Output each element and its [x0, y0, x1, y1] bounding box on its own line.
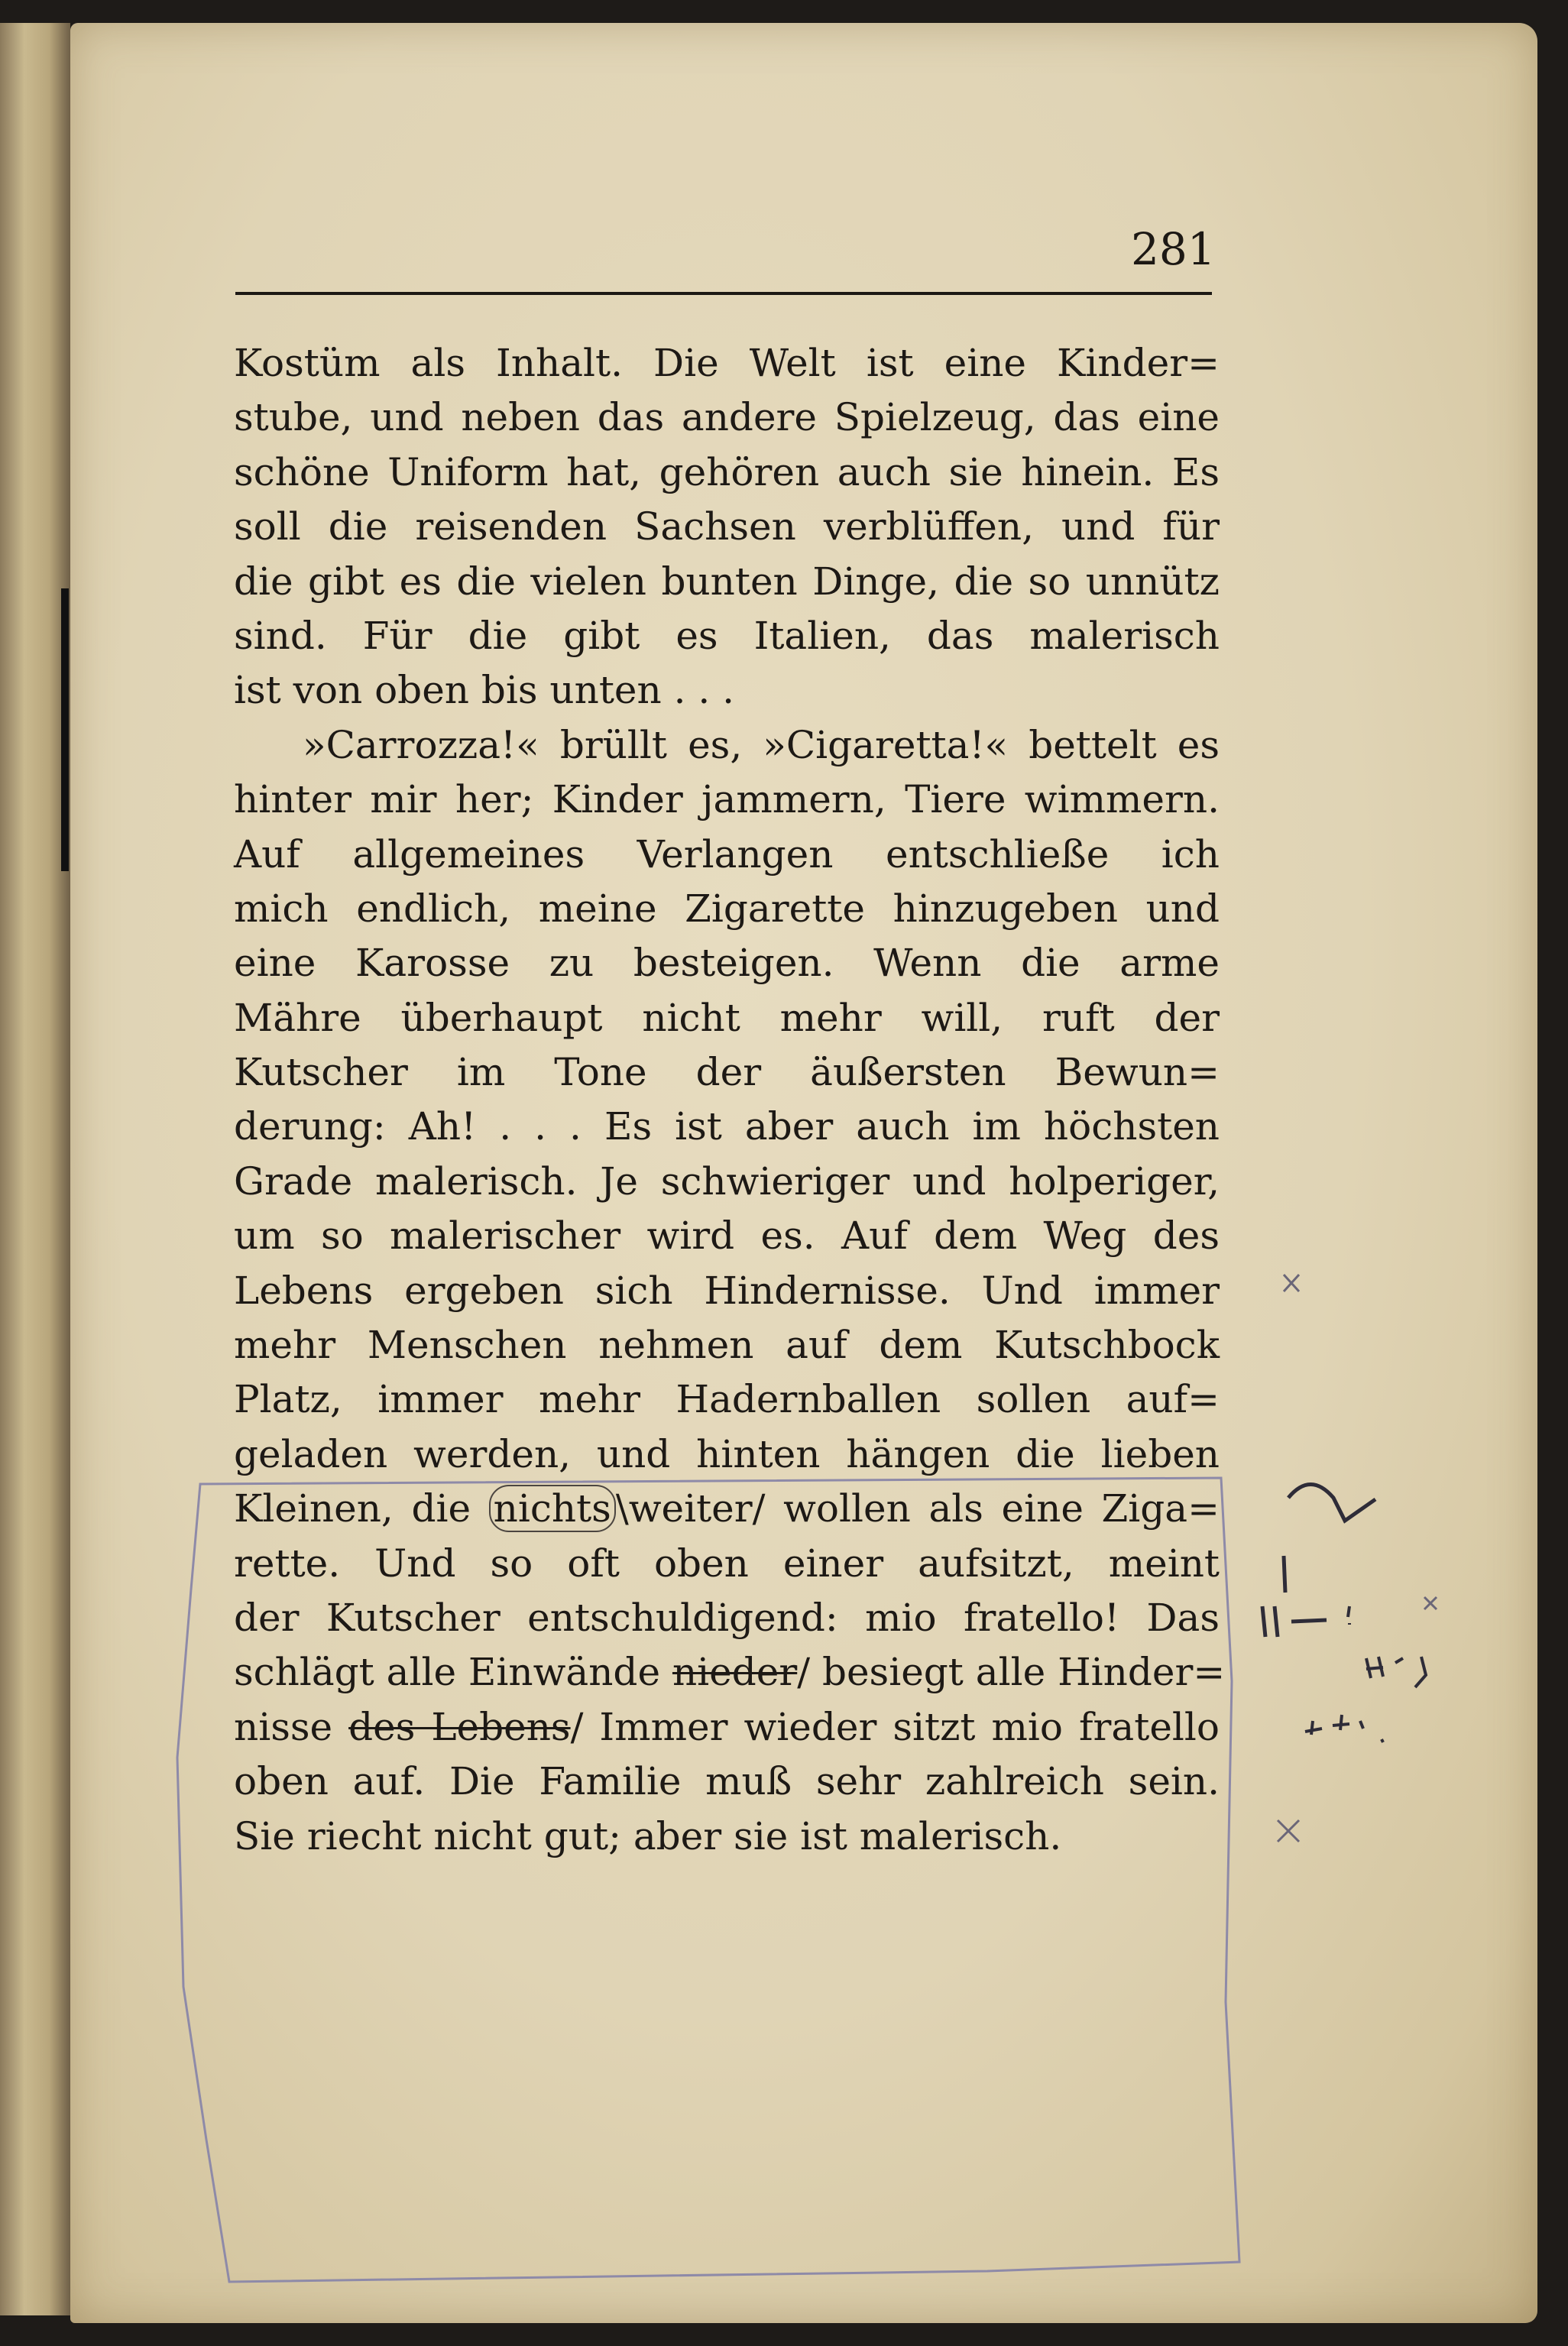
- text-line: ist von oben bis unten . . .: [234, 668, 735, 713]
- line-segment: nisse: [234, 1704, 349, 1749]
- line-segment: weiter: [628, 1486, 753, 1531]
- text-line-annotated: [234, 1700, 1220, 1755]
- text-line-annotated: [234, 1645, 1226, 1700]
- text-line: eine Karosse zu besteigen. Wenn die arme: [234, 941, 1220, 986]
- text-line: sind. Für die gibt es Italien, das malerisch: [234, 613, 1220, 658]
- text-line: Grade malerisch. Je schwieriger und holperiger,: [234, 1158, 1220, 1204]
- left-page-edge: [0, 23, 70, 2315]
- text-line: Kutscher im Tone der äußersten Bewun=: [234, 1050, 1220, 1095]
- text-line: derung: Ah! . . . Es ist aber auch im höchsten: [234, 1104, 1220, 1149]
- text-line: soll die reisenden Sachsen verblüffen, und für: [234, 504, 1220, 549]
- page-text: [234, 336, 1226, 1864]
- text-line: hinter mir her; Kinder jammern, Tiere wimmern.: [234, 777, 1220, 822]
- text-line: Auf allgemeines Verlangen entschließe ich: [234, 831, 1220, 877]
- line-segment: schlägt alle Einwände: [234, 1650, 672, 1695]
- line-segment: / wollen als eine Ziga=: [752, 1486, 1220, 1531]
- text-line: die gibt es die vielen bunten Dinge, die so unnütz: [234, 559, 1220, 604]
- text-line: »Carrozza!« brüllt es, »Cigaretta!« bettelt es: [303, 722, 1220, 767]
- text-line: schöne Uniform hat, gehören auch sie hinein. Es: [234, 449, 1220, 494]
- text-line: stube, und neben das andere Spielzeug, das eine: [234, 395, 1220, 440]
- text-line: um so malerischer wird es. Auf dem Weg des: [234, 1214, 1220, 1259]
- text-line: der Kutscher entschuldigend: mio fratello! Das: [234, 1595, 1220, 1640]
- line-segment: / Immer wieder sitzt mio fratello: [570, 1704, 1220, 1749]
- page-number: 281: [1131, 223, 1216, 275]
- struck-word: nieder: [672, 1650, 798, 1695]
- text-line: mich endlich, meine Zigarette hinzugeben und: [234, 886, 1220, 931]
- text-line: mehr Menschen nehmen auf dem Kutschbock: [234, 1323, 1220, 1368]
- text-line: Platz, immer mehr Hadernballen sollen auf=: [234, 1377, 1220, 1422]
- circled-word: nichts: [489, 1485, 616, 1532]
- text-line: Sie riecht nicht gut; aber sie ist malerisch.: [234, 1813, 1062, 1858]
- text-line: Kostüm als Inhalt. Die Welt ist eine Kinder=: [234, 341, 1220, 385]
- bookmark-ribbon: [61, 588, 69, 871]
- line-segment: \: [615, 1486, 629, 1531]
- struck-word: des Lebens: [348, 1704, 571, 1749]
- text-line: Mähre überhaupt nicht mehr will, ruft der: [234, 995, 1220, 1040]
- line-segment: Kleinen, die: [234, 1486, 489, 1531]
- text-line: geladen werden, und hinten hängen die lieben: [234, 1431, 1220, 1476]
- line-segment: / besiegt alle Hinder=: [797, 1650, 1226, 1695]
- text-line: oben auf. Die Familie muß sehr zahlreich sein.: [234, 1759, 1220, 1804]
- text-line-annotated: [234, 1482, 1220, 1536]
- header-rule: [235, 292, 1212, 295]
- text-line: rette. Und so oft oben einer aufsitzt, meint: [234, 1541, 1220, 1586]
- text-line: Lebens ergeben sich Hindernisse. Und immer: [234, 1268, 1220, 1313]
